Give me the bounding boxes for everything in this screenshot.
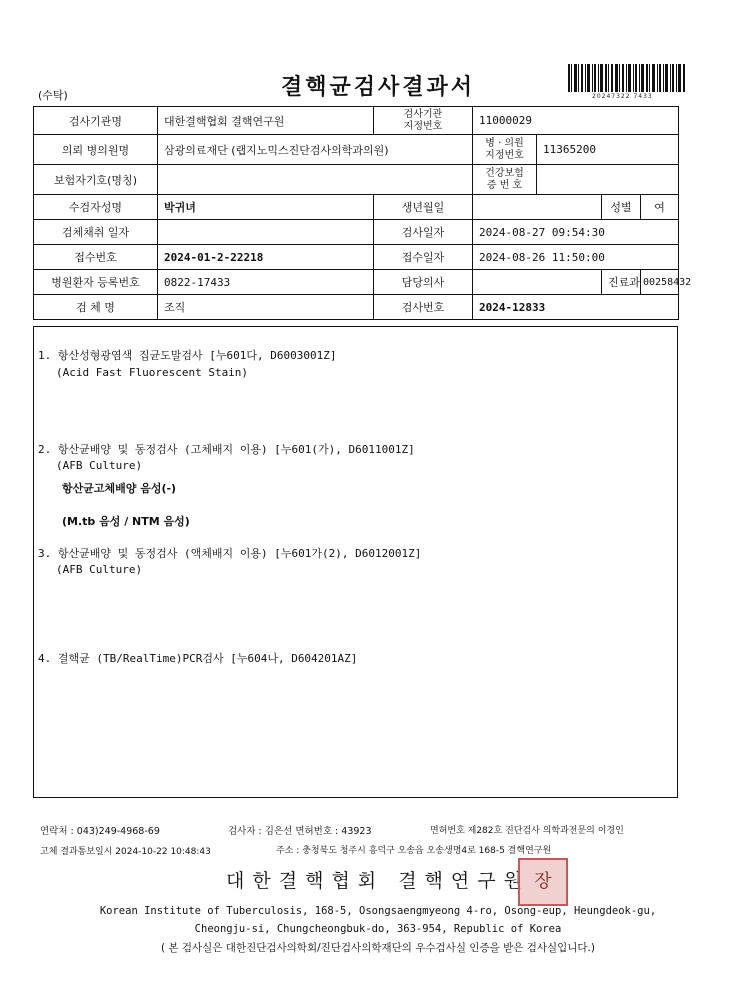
test-date-label: 검사일자 (374, 220, 473, 245)
specimen-value: 조직 (158, 295, 374, 320)
insurance-no-value (537, 165, 679, 195)
birth-value (473, 195, 602, 220)
result-item-1-en: (Acid Fast Fluorescent Stain) (56, 366, 249, 379)
english-address-1: Korean Institute of Tuberculosis, 168-5, Osongsaengmyeong 4-ro, Osong-eup, Heungdeok-gu, (99, 905, 657, 917)
test-no-value: 2024-12833 (473, 295, 679, 320)
clinic-no-value: 11365200 (537, 135, 679, 165)
patient-label: 수검자성명 (34, 195, 158, 220)
insurance-no-label: 건강보험 증 번 호 (473, 165, 537, 195)
result-item-2: 2. 항산균배양 및 동정검사 (고체배지 이용) [누601(가), D6011001Z] (38, 443, 415, 456)
notice-time: 고체 결과통보일시 2024-10-22 10:48:43 (40, 847, 211, 857)
result-item-3: 3. 항산균배양 및 동정검사 (액체배지 이용) [누601가(2), D6012001Z] (38, 547, 422, 560)
birth-label: 생년월일 (374, 195, 473, 220)
test-no-label: 검사번호 (374, 295, 473, 320)
info-table (33, 106, 692, 320)
contact: 연락처 : 043)249-4968-69 (40, 826, 160, 837)
agency-value: 대한결핵협회 결핵연구원 (158, 107, 374, 135)
certification-note: ( 본 검사실은 대한진단검사의학회/진단검사의학재단의 우수검사실 인증을 받은 검사실입니다.) (160, 942, 595, 954)
address: 주소 : 충청북도 청주시 흥덕구 오송읍 오송생명4로 168-5 결핵연구원 (276, 846, 552, 856)
agency-label: 검사기관명 (34, 107, 158, 135)
result-item-1: 1. 항산성형광염색 집균도말검사 [누601다, D6003001Z] (38, 349, 337, 362)
patient-reg-label: 병원환자 등록번호 (34, 270, 158, 295)
patient-reg-value: 0822-17433 (158, 270, 374, 295)
dept-value: 00258432 (641, 270, 679, 295)
test-date-value: 2024-08-27 09:54:30 (473, 220, 679, 245)
license: 면허번호 제282호 진단검사 의학과전문의 이경인 (430, 826, 624, 836)
page-title: 결핵균검사결과서 (280, 75, 476, 100)
requester-label: 의뢰 병의원명 (34, 135, 158, 165)
doctor-label: 담당의사 (374, 270, 473, 295)
doctor-value (473, 270, 602, 295)
patient-value: 박귀녀 (158, 195, 374, 220)
clinic-no-label: 병 · 의원 지정번호 (473, 135, 537, 165)
sex-value: 여 (641, 195, 679, 220)
result-item-2-value: 항산균고체배양 음성(-) (62, 482, 177, 495)
collection-value (158, 220, 374, 245)
english-address-2: Cheongju-si, Chungcheongbuk-do, 363-954, Republic of Korea (194, 923, 562, 935)
barcode-icon (568, 64, 686, 92)
result-item-3-en: (AFB Culture) (56, 563, 143, 576)
receipt-date-value: 2024-08-26 11:50:00 (473, 245, 679, 270)
receipt-date-label: 접수일자 (374, 245, 473, 270)
collection-label: 검체채취 일자 (34, 220, 158, 245)
specimen-label: 검 체 명 (34, 295, 158, 320)
requester-value: 삼광의료재단 (랩지노믹스진단검사의학과의원) (158, 135, 473, 165)
insured-value (158, 165, 473, 195)
result-item-2-detail: (M.tb 음성 / NTM 음성) (62, 515, 190, 528)
agency-no-value: 11000029 (473, 107, 679, 135)
result-item-4: 4. 결핵균 (TB/RealTime)PCR검사 [누604나, D604201AZ] (38, 652, 358, 665)
dept-label: 진료과 (602, 270, 641, 295)
results-box (33, 326, 678, 798)
result-item-2-en: (AFB Culture) (56, 459, 143, 472)
barcode-number: 20247322 7433 (592, 93, 653, 100)
agency-no-label: 검사기관 지정번호 (374, 107, 473, 135)
receive-label: (수탁) (38, 89, 68, 102)
receipt-no-value: 2024-01-2-22218 (158, 245, 374, 270)
insured-label: 보험자기호(명칭) (34, 165, 158, 195)
receipt-no-label: 접수번호 (34, 245, 158, 270)
examiner: 검사자 : 김은선 면허번호 : 43923 (228, 826, 372, 837)
sex-label: 성별 (602, 195, 641, 220)
organization-name: 대한결핵협회 결핵연구원 (226, 870, 530, 892)
official-seal-icon: 장 (518, 858, 568, 906)
